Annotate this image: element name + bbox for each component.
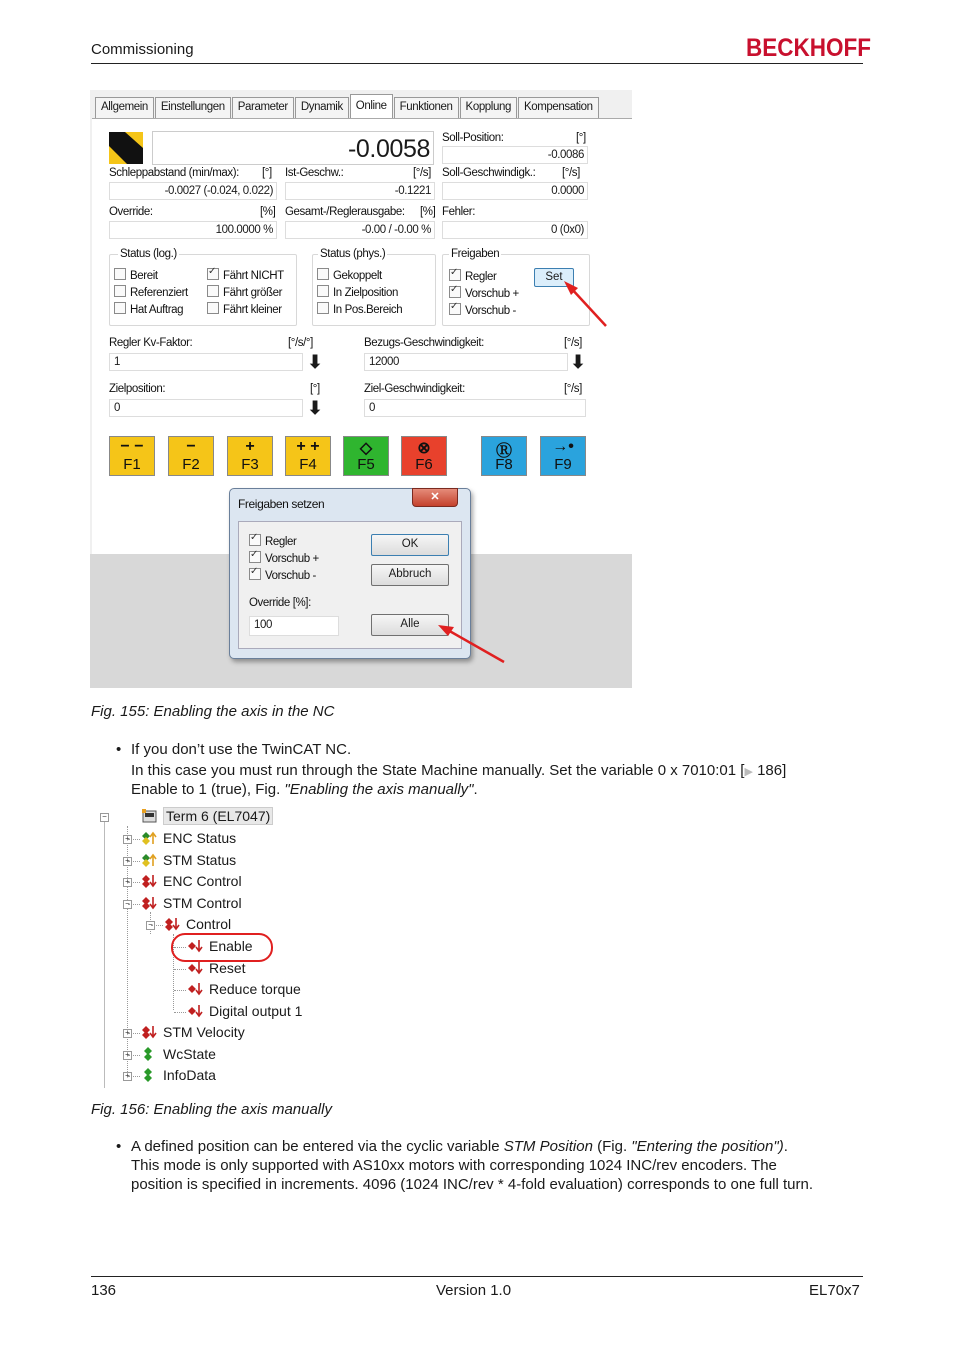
ist-geschw-value: -0.1221 — [285, 182, 435, 200]
status-phys-title: Status (phys.) — [320, 248, 386, 260]
soll-geschw-value: 0.0000 — [442, 182, 588, 200]
tree-node[interactable] — [142, 895, 242, 911]
soll-geschw-label: Soll-Geschwindigk.: — [442, 167, 536, 179]
status-in-zielposition: In Zielposition — [317, 285, 398, 299]
bullet1-line1: If you don’t use the TwinCAT NC. — [131, 741, 352, 758]
link-arrow-icon: ▶ — [744, 766, 753, 778]
dialog-vorschub-minus: ✓Vorschub - — [249, 568, 316, 582]
status-hat-auftrag: Hat Auftrag — [114, 302, 183, 316]
figure-reference-link[interactable]: "Enabling the axis manually" — [284, 781, 474, 798]
bezugs-label: Bezugs-Geschwindigkeit: — [364, 337, 484, 349]
close-icon[interactable]: ✕ — [412, 488, 458, 507]
tab-parameter[interactable]: Parameter — [232, 97, 294, 118]
tab-kompensation[interactable]: Kompensation — [518, 97, 599, 118]
schleppabstand-value: -0.0027 (-0.024, 0.022) — [109, 182, 277, 200]
input-variable-icon — [142, 853, 157, 867]
zielposition-label: Zielposition: — [109, 383, 166, 395]
function-key-symbol-icon: − − — [120, 438, 144, 455]
tree-label: STM Control — [163, 894, 242, 911]
function-key-symbol-icon: →• — [552, 438, 574, 455]
soll-position-unit: [°] — [576, 132, 586, 144]
page-reference-link[interactable]: 186 — [757, 762, 783, 779]
override-value: 100.0000 % — [109, 221, 277, 239]
expand-icon[interactable]: + — [123, 1029, 132, 1038]
status-in-pos-bereich: In Pos.Bereich — [317, 302, 402, 316]
tree-connector — [128, 882, 140, 883]
output-bit-icon — [188, 961, 203, 975]
status-referenziert: Referenziert — [114, 285, 188, 299]
fehler-label: Fehler: — [442, 206, 475, 218]
dialog-title: Freigaben setzen — [238, 497, 325, 511]
ziel-geschw-unit: [°/s] — [564, 383, 582, 395]
tab-funktionen[interactable]: Funktionen — [394, 97, 459, 118]
tab-dynamik[interactable]: Dynamik — [295, 97, 349, 118]
expand-icon[interactable]: + — [123, 857, 132, 866]
tree-connector — [128, 1055, 140, 1056]
function-key-symbol-icon: + — [245, 438, 255, 455]
dialog-vorschub-plus: ✓Vorschub + — [249, 551, 319, 565]
expand-icon[interactable]: + — [123, 878, 132, 887]
tree-label: Digital output 1 — [209, 1002, 303, 1019]
tree-root-term[interactable] — [142, 808, 273, 824]
status-faehrt-nicht: ✓Fährt NICHT — [207, 268, 284, 282]
tree-node[interactable] — [142, 830, 236, 846]
all-button[interactable]: Alle — [371, 614, 449, 636]
function-key-label: F5 — [357, 456, 375, 473]
output-variable-icon — [142, 874, 157, 888]
regler-kv-label: Regler Kv-Faktor: — [109, 337, 193, 349]
output-bit-icon — [188, 982, 203, 996]
function-key-label: F2 — [182, 456, 200, 473]
fehler-value: 0 (0x0) — [442, 221, 588, 239]
tree-connector — [128, 1076, 140, 1077]
ist-geschw-label: Ist-Geschw.: — [285, 167, 344, 179]
tree-leaf[interactable] — [188, 981, 301, 997]
bezugs-unit: [°/s] — [564, 337, 582, 349]
bullet2-line3: position is specified in increments. 4096 (1024 INC/rev * 4-fold evaluation) corresponds to one full turn. — [131, 1176, 814, 1193]
set-button[interactable]: Set — [534, 268, 574, 287]
terminal-icon — [142, 809, 157, 823]
ziel-geschw-label: Ziel-Geschwindigkeit: — [364, 383, 465, 395]
tree-label: Term 6 (EL7047) — [163, 807, 273, 825]
footer-rule — [91, 1276, 863, 1277]
beckhoff-logo: BECKHOFF — [746, 34, 872, 62]
download-arrow-icon[interactable]: ⬇ — [307, 398, 323, 418]
tree-connector — [128, 1033, 140, 1034]
nc-online-screenshot — [90, 90, 632, 688]
figure-156-caption: Fig. 156: Enabling the axis manually — [91, 1101, 332, 1118]
tree-label: ENC Status — [163, 830, 237, 846]
tree-label: Enable — [209, 938, 253, 954]
status-faehrt-kleiner: Fährt kleiner — [207, 302, 282, 316]
function-key-label: F6 — [415, 456, 433, 473]
bullet-dot: • — [116, 741, 122, 758]
collapse-icon[interactable]: − — [146, 921, 155, 930]
output-variable-icon — [142, 1025, 157, 1039]
bullet2-line1: A defined position can be entered via the cyclic variable STM Position (Fig. "Entering the position"). — [131, 1138, 788, 1155]
tree-leaf[interactable] — [188, 1003, 302, 1019]
bullet1-line2: In this case you must run through the State Machine manually. Set the variable 0 x 7010:01 [▶ 186] — [131, 762, 787, 779]
input-variable-icon — [142, 831, 157, 845]
tree-node[interactable] — [142, 873, 242, 889]
expand-icon[interactable]: + — [123, 1072, 132, 1081]
soll-position-label: Soll-Position: — [442, 132, 504, 144]
product-name: EL70x7 — [809, 1282, 860, 1299]
dialog-override-label: Override [%]: — [249, 597, 311, 609]
status-gekoppelt: Gekoppelt — [317, 268, 382, 282]
function-key-symbol-icon: + + — [296, 438, 320, 455]
output-variable-icon — [142, 896, 157, 910]
download-arrow-icon[interactable]: ⬇ — [570, 352, 586, 372]
schleppabstand-label: Schleppabstand (min/max): — [109, 167, 239, 179]
tab-einstellungen[interactable]: Einstellungen — [155, 97, 231, 118]
figure-reference-link[interactable]: "Entering the position") — [631, 1138, 784, 1155]
function-key-symbol-icon: ◇ — [359, 440, 373, 457]
status-variable-icon — [142, 1068, 157, 1082]
freigaben-title: Freigaben — [451, 248, 500, 260]
expand-icon[interactable]: + — [123, 1051, 132, 1060]
regler-kv-unit: [°/s/°] — [288, 337, 313, 349]
ziel-geschw-input[interactable]: 0 — [364, 399, 586, 417]
freigabe-vorschub-minus: ✓Vorschub - — [449, 303, 516, 317]
bullet1-line3: Enable to 1 (true), Fig. "Enabling the axis manually". — [131, 781, 478, 798]
function-key-label: F3 — [241, 456, 259, 473]
function-key-symbol-icon: − — [186, 438, 196, 455]
function-key-label: F8 — [495, 456, 513, 473]
status-log-title: Status (log.) — [120, 248, 177, 260]
function-key-label: F4 — [299, 456, 317, 473]
arrow-head — [438, 625, 454, 636]
expand-icon[interactable]: + — [123, 835, 132, 844]
tree-node[interactable] — [142, 1046, 216, 1062]
tree-connector — [174, 1012, 186, 1013]
cancel-button[interactable]: Abbruch — [371, 564, 449, 586]
zielposition-input[interactable]: 0 — [109, 399, 303, 417]
tree-label: Reduce torque — [209, 981, 301, 998]
tree-node-control[interactable] — [165, 916, 231, 932]
ist-geschw-unit: [°/s] — [413, 167, 431, 179]
gesamt-label: Gesamt-/Reglerausgabe: — [285, 206, 405, 218]
page-number: 136 — [91, 1282, 117, 1299]
tree-connector — [174, 990, 186, 991]
tree-label: STM Velocity — [163, 1024, 245, 1040]
status-bereit: Bereit — [114, 268, 158, 282]
bullet-dot: • — [116, 1138, 122, 1155]
schleppabstand-unit: [°] — [262, 167, 272, 179]
tree-connector — [128, 904, 140, 905]
status-variable-icon — [142, 1047, 157, 1061]
override-unit: [%] — [260, 206, 276, 218]
tree-label: Control — [186, 916, 232, 932]
arrow-to-set — [570, 287, 606, 326]
soll-position-value: -0.0086 — [442, 146, 588, 164]
tab-allgemein[interactable]: Allgemein — [95, 97, 154, 118]
tab-kopplung[interactable]: Kopplung — [460, 97, 517, 118]
tree-node[interactable] — [142, 1024, 245, 1040]
collapse-icon[interactable]: − — [123, 900, 132, 909]
tree-node[interactable] — [142, 1067, 216, 1083]
gesamt-value: -0.00 / -0.00 % — [285, 221, 435, 239]
function-key-symbol-icon: Ⓡ — [495, 443, 512, 460]
dialog-regler: ✓Regler — [249, 534, 296, 548]
tree-left-rule — [104, 820, 105, 1088]
figure-155-caption: Fig. 155: Enabling the axis in the NC — [91, 703, 335, 720]
function-key-label: F1 — [123, 456, 141, 473]
arrow-to-alle — [446, 629, 504, 662]
main-position-value: -0.0058 — [152, 131, 434, 165]
output-variable-icon — [165, 917, 180, 931]
tree-label: WcState — [163, 1045, 216, 1062]
document-version: Version 1.0 — [436, 1282, 512, 1299]
output-bit-icon — [188, 1004, 203, 1018]
tree-connector — [174, 969, 186, 970]
highlight-ellipse — [171, 933, 273, 962]
zielposition-unit: [°] — [310, 383, 320, 395]
collapse-icon[interactable]: − — [100, 813, 109, 822]
tree-label: InfoData — [163, 1067, 216, 1084]
bezugs-input[interactable]: 12000 — [364, 353, 568, 371]
function-key-symbol-icon: ⊗ — [417, 440, 431, 457]
gesamt-unit: [%] — [420, 206, 436, 218]
tree-node[interactable] — [142, 852, 236, 868]
tree-label: STM Status — [163, 851, 237, 868]
tab-online[interactable]: Online — [350, 94, 393, 120]
override-label: Override: — [109, 206, 153, 218]
regler-kv-input[interactable]: 1 — [109, 353, 303, 371]
ok-button[interactable]: OK — [371, 534, 449, 556]
freigabe-vorschub-plus: ✓Vorschub + — [449, 286, 519, 300]
dialog-override-input[interactable]: 100 — [249, 616, 339, 636]
soll-geschw-unit: [°/s] — [562, 167, 580, 179]
tree-label: ENC Control — [163, 873, 242, 890]
header-section: Commissioning — [91, 41, 194, 58]
annotation-arrows — [90, 90, 632, 688]
header-rule — [91, 63, 863, 64]
tree-label: Reset — [209, 959, 246, 976]
freigabe-regler: ✓Regler — [449, 269, 496, 283]
download-arrow-icon[interactable]: ⬇ — [307, 352, 323, 372]
tree-connector — [128, 839, 140, 840]
tree-connector — [151, 925, 163, 926]
tree-connector — [128, 861, 140, 862]
function-key-label: F9 — [554, 456, 572, 473]
bullet2-line2: This mode is only supported with AS10xx motors with corresponding 1024 INC/rev encoders. The — [131, 1157, 777, 1174]
status-faehrt-groesser: Fährt größer — [207, 285, 282, 299]
